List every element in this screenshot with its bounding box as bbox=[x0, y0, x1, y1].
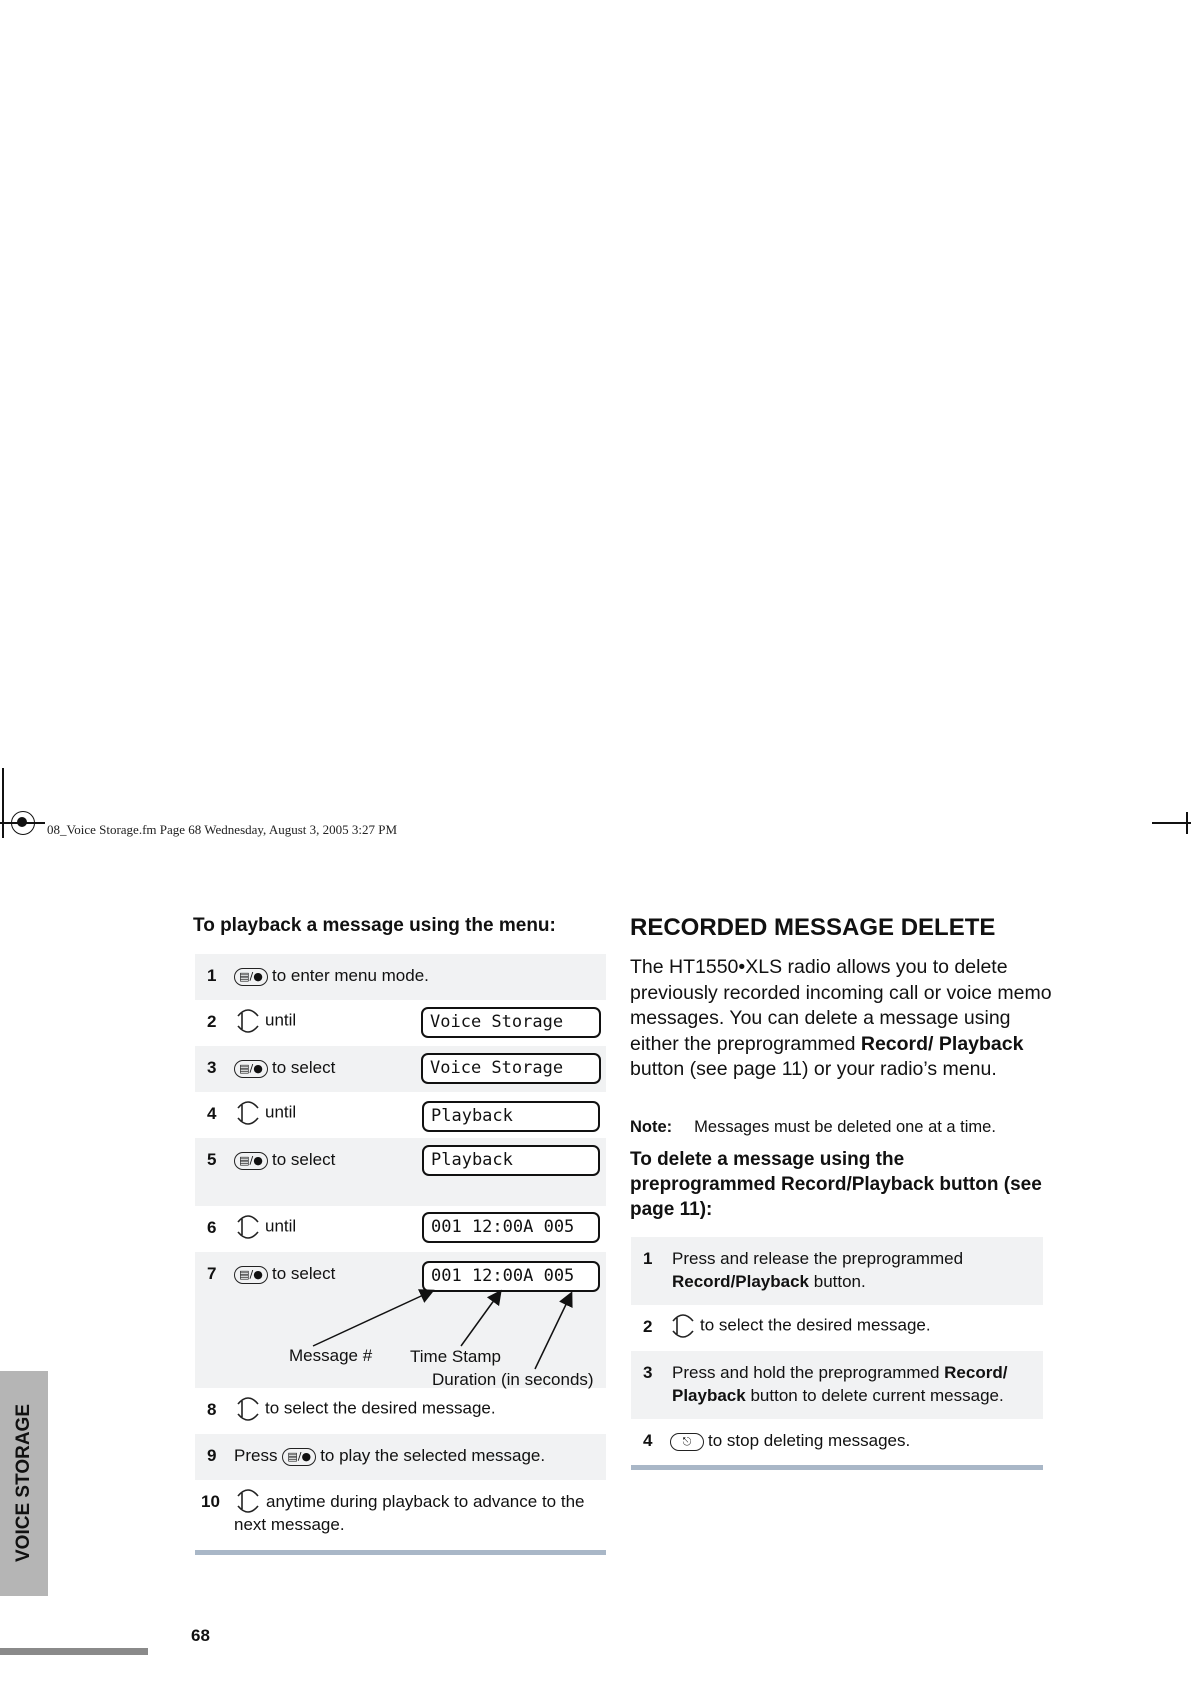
footer-bar bbox=[0, 1648, 148, 1655]
step-number: 2 bbox=[643, 1317, 653, 1336]
registration-mark-center bbox=[17, 817, 27, 827]
step-number: 8 bbox=[207, 1400, 217, 1419]
step-number: 5 bbox=[207, 1150, 217, 1169]
step-text: Press ▤/● to play the selected message. bbox=[234, 1446, 546, 1465]
note bbox=[630, 1118, 996, 1137]
step-text: ▤/● to select bbox=[234, 1058, 335, 1078]
menu-record-button-icon: ▤/● bbox=[234, 1060, 268, 1078]
step-row bbox=[195, 1388, 606, 1434]
time-stamp-arrow bbox=[461, 1292, 500, 1346]
menu-record-button-icon: ▤/● bbox=[234, 1152, 268, 1170]
step-row bbox=[195, 1252, 606, 1388]
section-title: RECORDED MESSAGE DELETE bbox=[630, 914, 996, 941]
step-row bbox=[195, 1000, 606, 1046]
duration-label: Duration (in seconds) bbox=[432, 1370, 594, 1389]
step-text: Press and hold the preprogrammed Record/ Playback button to delete current message. bbox=[672, 1363, 1008, 1405]
duration-arrow bbox=[535, 1294, 571, 1369]
annotation-arrows bbox=[195, 1252, 606, 1388]
crop-mark bbox=[1186, 812, 1188, 834]
message-number-label: Message # bbox=[289, 1346, 373, 1365]
note-label: Note: bbox=[630, 1118, 673, 1136]
delete-subheading: To delete a message using the preprogrammed Record/Playback button (see page 11): bbox=[630, 1149, 1042, 1220]
message-number-arrow bbox=[313, 1291, 432, 1346]
step-row bbox=[631, 1305, 1043, 1351]
page-number: 68 bbox=[191, 1626, 210, 1645]
step-text: until bbox=[234, 1096, 296, 1130]
step-row bbox=[631, 1419, 1043, 1465]
step-row bbox=[631, 1237, 1043, 1305]
step-text: to select the desired message. bbox=[669, 1309, 931, 1343]
step-row bbox=[195, 1434, 606, 1480]
side-tab-label: VOICE STORAGE bbox=[13, 1403, 34, 1563]
up-down-navigation-icon bbox=[669, 1309, 697, 1343]
step-text: Press and release the preprogrammed Record/Playback button. bbox=[672, 1249, 964, 1291]
up-down-navigation-icon bbox=[234, 1392, 262, 1426]
menu-record-button-icon: ▤/● bbox=[234, 968, 268, 986]
step-text: to select the desired message. bbox=[234, 1392, 496, 1426]
chapter-side-tab bbox=[0, 1371, 48, 1596]
step-row bbox=[631, 1351, 1043, 1419]
step-row bbox=[195, 1206, 606, 1252]
menu-record-button-icon: ▤/● bbox=[234, 1266, 268, 1284]
step-number: 10 bbox=[201, 1492, 220, 1511]
delete-steps-table bbox=[631, 1237, 1043, 1465]
radio-display: 001 12:00A 005 bbox=[422, 1212, 600, 1243]
file-header: 08_Voice Storage.fm Page 68 Wednesday, August 3, 2005 3:27 PM bbox=[47, 822, 398, 837]
exit-button-icon: ⎋ bbox=[670, 1433, 704, 1451]
playback-heading: To playback a message using the menu: bbox=[193, 915, 556, 936]
radio-display: Voice Storage bbox=[421, 1007, 601, 1038]
step-number: 1 bbox=[207, 966, 217, 985]
step-number: 2 bbox=[207, 1012, 217, 1031]
step-number: 4 bbox=[643, 1431, 653, 1450]
step-number: 6 bbox=[207, 1218, 217, 1237]
step-text: ⎋ to stop deleting messages. bbox=[670, 1431, 910, 1451]
step-row bbox=[195, 954, 606, 1000]
crop-mark bbox=[2, 768, 4, 838]
note-text: Messages must be deleted one at a time. bbox=[694, 1118, 996, 1136]
radio-display: Voice Storage bbox=[421, 1053, 601, 1084]
step-row bbox=[195, 1092, 606, 1138]
step-text: until bbox=[234, 1004, 296, 1038]
radio-display: 001 12:00A 005 bbox=[422, 1261, 600, 1292]
up-down-navigation-icon bbox=[234, 1096, 262, 1130]
step-number: 3 bbox=[643, 1363, 653, 1382]
playback-steps-table bbox=[195, 954, 606, 1546]
radio-display: Playback bbox=[422, 1101, 600, 1132]
step-text: anytime during playback to advance to the next message. bbox=[234, 1492, 585, 1534]
step-text: until bbox=[234, 1210, 296, 1244]
radio-display: Playback bbox=[422, 1145, 600, 1176]
step-number: 7 bbox=[207, 1264, 217, 1283]
step-row bbox=[195, 1046, 606, 1092]
menu-record-button-icon: ▤/● bbox=[282, 1448, 316, 1466]
step-row bbox=[195, 1138, 606, 1206]
intro-paragraph: The HT1550•XLS radio allows you to delete previously recorded incoming call or voice memo messages. You can delete a message using either the preprogrammed Record/ Playback button (see page 11) or your radio’s menu. bbox=[630, 956, 1052, 1080]
up-down-navigation-icon bbox=[234, 1210, 262, 1244]
step-number: 9 bbox=[207, 1446, 217, 1465]
table-bottom-rule bbox=[631, 1465, 1043, 1470]
step-number: 3 bbox=[207, 1058, 217, 1077]
step-text: ▤/● to select bbox=[234, 1150, 335, 1170]
time-stamp-label: Time Stamp bbox=[410, 1347, 502, 1366]
up-down-navigation-icon bbox=[234, 1004, 262, 1038]
table-bottom-rule bbox=[195, 1550, 606, 1555]
step-row bbox=[195, 1480, 606, 1546]
step-text: ▤/● to select bbox=[234, 1264, 335, 1284]
step-number: 4 bbox=[207, 1104, 217, 1123]
step-number: 1 bbox=[643, 1249, 653, 1268]
step-text: ▤/● to enter menu mode. bbox=[234, 966, 429, 986]
